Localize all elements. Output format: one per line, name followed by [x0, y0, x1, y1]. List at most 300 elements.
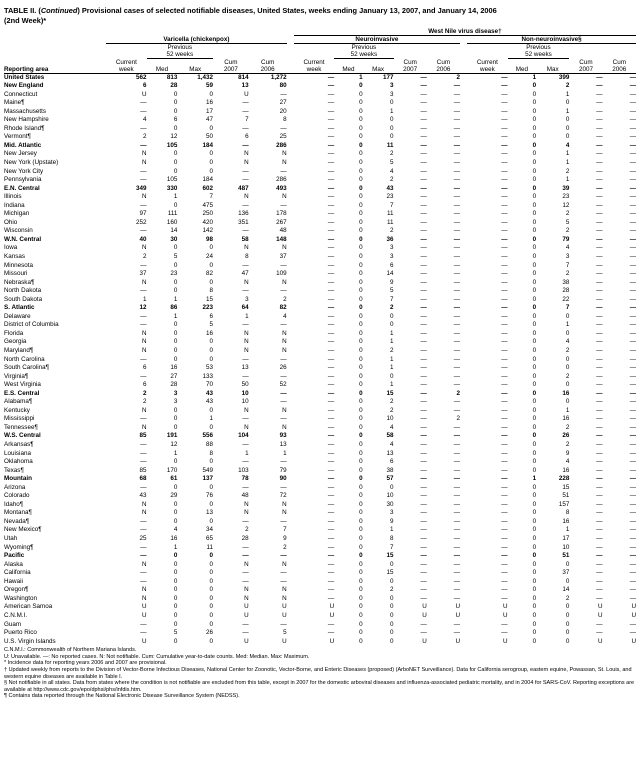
cell-value: — — [501, 517, 508, 525]
table-row — [4, 398, 636, 407]
cell-value: — — [501, 73, 508, 81]
cell-value: — — [596, 364, 603, 372]
cell-value: 80 — [279, 82, 287, 90]
cell-value: U — [422, 611, 427, 619]
header-med-varicella: Med — [147, 66, 178, 74]
cell-value: — — [453, 201, 461, 209]
cell-value: — — [420, 552, 427, 560]
table-row — [4, 133, 636, 142]
column-spacer — [460, 467, 467, 476]
cell-value: 0 — [390, 312, 394, 320]
column-spacer — [460, 475, 467, 484]
cell-value: 475 — [202, 201, 214, 209]
cell-value: — — [596, 150, 603, 158]
cell-value: 0 — [209, 552, 214, 560]
cell-value: — — [596, 389, 603, 397]
row-label: Connecticut — [4, 90, 38, 98]
cell-value: — — [501, 406, 508, 414]
cell-value: — — [596, 398, 603, 406]
cell-value: 10 — [241, 398, 249, 406]
cell-value: — — [420, 492, 427, 500]
cell-value: — — [140, 577, 147, 585]
cell-value: — — [596, 321, 603, 329]
column-spacer — [287, 509, 294, 518]
cell-value: — — [327, 338, 335, 346]
cell-value: — — [596, 184, 603, 192]
cell-value: 6 — [173, 116, 178, 124]
cell-value: — — [501, 201, 508, 209]
cell-value: — — [596, 458, 603, 466]
cell-value: 0 — [359, 389, 363, 397]
cell-value: 0 — [359, 526, 363, 534]
cell-value: U — [422, 603, 427, 611]
cell-value: 0 — [359, 347, 363, 354]
cell-value: 0 — [209, 569, 214, 577]
cell-value: N — [141, 338, 147, 346]
column-spacer — [287, 561, 294, 570]
column-spacer — [287, 595, 294, 604]
cell-value: — — [453, 594, 461, 602]
cell-value: N — [244, 193, 249, 201]
cell-value: 4 — [283, 312, 287, 320]
cell-value: 0 — [532, 509, 537, 517]
cell-value: — — [327, 372, 335, 380]
cell-value: — — [420, 252, 427, 260]
cell-value: 58 — [241, 235, 249, 243]
cell-value: 0 — [532, 483, 537, 491]
footnotes — [4, 647, 636, 700]
cell-value: 0 — [359, 586, 363, 594]
cell-value: 0 — [359, 338, 363, 346]
cell-value: 5 — [209, 321, 214, 329]
cell-value: — — [327, 492, 335, 500]
cell-value: 286 — [276, 176, 287, 184]
cell-value: 59 — [206, 82, 214, 90]
column-spacer — [460, 450, 467, 459]
cell-value: N — [244, 423, 249, 431]
cell-value: 3 — [565, 252, 570, 260]
cell-value: 330 — [166, 184, 178, 192]
table-row — [4, 338, 636, 347]
cell-value: U — [282, 637, 287, 645]
cell-value: — — [629, 415, 636, 423]
cell-value: N — [282, 338, 287, 346]
cell-value: — — [596, 252, 603, 260]
cell-value: 349 — [136, 184, 147, 192]
header-cum2007-varicella: 2007 — [213, 66, 249, 74]
cell-value: — — [629, 167, 636, 175]
cell-value: 0 — [173, 124, 178, 132]
table-row — [4, 356, 636, 365]
cell-value: 103 — [238, 466, 249, 474]
cell-value: 2 — [390, 227, 394, 235]
cell-value: 2 — [390, 347, 394, 354]
cell-value: — — [629, 381, 636, 389]
cell-value: — — [501, 569, 508, 577]
column-spacer — [287, 398, 294, 407]
cell-value: 16 — [562, 517, 570, 525]
cell-value: — — [453, 629, 461, 637]
column-spacer — [460, 492, 467, 501]
cell-value: 4 — [143, 116, 147, 124]
cell-value: — — [501, 261, 508, 269]
cell-value: — — [596, 287, 603, 295]
cell-value: — — [242, 201, 249, 209]
cell-value: — — [420, 509, 427, 517]
cell-value: — — [596, 560, 603, 568]
table-row — [4, 603, 636, 612]
column-spacer — [460, 621, 467, 630]
cell-value: 0 — [532, 381, 537, 389]
cell-value: 0 — [359, 201, 363, 209]
cell-value: — — [629, 629, 636, 637]
cell-value: 0 — [173, 287, 178, 295]
cell-value: — — [596, 227, 603, 235]
cell-value: 6 — [143, 381, 147, 389]
table-row — [4, 518, 636, 527]
table-row — [4, 373, 636, 382]
cell-value: — — [629, 329, 636, 337]
cell-value: — — [501, 218, 508, 226]
cell-value: — — [420, 287, 427, 295]
cell-value: — — [501, 458, 508, 466]
cell-value: — — [140, 415, 147, 423]
cell-value: 0 — [532, 552, 537, 560]
cell-value: 70 — [206, 381, 214, 389]
cell-value: — — [327, 441, 335, 449]
cell-value: U — [455, 611, 461, 619]
cell-value: — — [501, 577, 508, 585]
cell-value: — — [453, 90, 461, 98]
cell-value: 12 — [139, 304, 147, 312]
cell-value: 0 — [532, 133, 537, 141]
cell-value: — — [453, 509, 461, 517]
cell-value: 0 — [532, 449, 537, 457]
cell-value: — — [242, 124, 249, 132]
cell-value: 15 — [386, 569, 394, 577]
cell-value: N — [141, 150, 147, 158]
column-spacer — [287, 108, 294, 117]
cell-value: — — [242, 141, 249, 149]
cell-value: — — [242, 569, 249, 577]
cell-value: 78 — [241, 475, 249, 483]
cell-value: — — [327, 304, 335, 312]
cell-value: 61 — [170, 475, 178, 483]
cell-value: — — [242, 483, 249, 491]
column-spacer — [287, 321, 294, 330]
cell-value: N — [141, 423, 147, 431]
row-label: Indiana — [4, 201, 25, 209]
cell-value: 28 — [170, 381, 178, 389]
cell-value: — — [140, 449, 147, 457]
cell-value: U — [422, 637, 427, 645]
cell-value: — — [629, 295, 636, 303]
cell-value: 4 — [565, 141, 570, 149]
cell-value: — — [327, 381, 335, 389]
cell-value: 0 — [173, 278, 178, 286]
cell-value: — — [242, 287, 249, 295]
cell-value: 98 — [206, 235, 214, 243]
cell-value: 1 — [390, 355, 394, 363]
cell-value: — — [629, 133, 636, 141]
cell-value: — — [420, 116, 427, 124]
cell-value: 50 — [241, 381, 249, 389]
cell-value: — — [629, 423, 636, 431]
cell-value: — — [501, 509, 508, 517]
cell-value: — — [596, 355, 603, 363]
cell-value: 0 — [359, 552, 363, 560]
cell-value: — — [420, 210, 427, 218]
cell-value: — — [140, 227, 147, 235]
cell-value: 43 — [206, 389, 214, 397]
cell-value: 184 — [202, 141, 214, 149]
cell-value: 9 — [390, 278, 394, 286]
cell-value: 0 — [532, 312, 537, 320]
cell-value: 5 — [565, 218, 570, 226]
cell-value: — — [420, 364, 427, 372]
cell-value: — — [629, 406, 636, 414]
table-row — [4, 287, 636, 296]
column-spacer — [287, 116, 294, 125]
cell-value: — — [501, 629, 508, 637]
cell-value: — — [596, 415, 603, 423]
cell-value: 0 — [532, 338, 537, 346]
cell-value: 0 — [359, 611, 363, 619]
cell-value: — — [327, 364, 335, 372]
row-label: Delaware — [4, 312, 31, 320]
cell-value: — — [420, 270, 427, 278]
cell-value: 0 — [390, 577, 394, 585]
cell-value: — — [629, 278, 636, 286]
cell-value: 0 — [209, 483, 214, 491]
cell-value: 1 — [565, 107, 570, 115]
cell-value: 0 — [390, 620, 394, 628]
cell-value: 0 — [173, 338, 178, 346]
column-spacer — [287, 621, 294, 630]
cell-value: 0 — [359, 167, 363, 175]
column-spacer — [460, 304, 467, 313]
cell-value: 0 — [532, 150, 537, 158]
cell-value: — — [501, 475, 508, 483]
cell-value: 1 — [173, 449, 178, 457]
cell-value: 267 — [276, 218, 287, 226]
cell-value: — — [501, 287, 508, 295]
cell-value: N — [141, 244, 147, 252]
cell-value: 97 — [139, 210, 147, 218]
cell-value: 0 — [532, 629, 537, 637]
cell-value: 0 — [359, 227, 363, 235]
column-spacer — [287, 150, 294, 159]
cell-value: 0 — [209, 458, 214, 466]
cell-value: — — [501, 278, 508, 286]
cell-value: — — [327, 235, 335, 243]
column-spacer — [460, 629, 467, 638]
cell-value: 0 — [209, 423, 214, 431]
cell-value: 0 — [359, 321, 363, 329]
cell-value: 48 — [241, 492, 249, 500]
cell-value: — — [596, 423, 603, 431]
cell-value: 0 — [173, 500, 178, 508]
cell-value: 2 — [565, 210, 570, 218]
cell-value: — — [453, 107, 461, 115]
column-spacer — [460, 236, 467, 245]
cell-value: 1 — [565, 321, 570, 329]
cell-value: — — [596, 543, 603, 551]
cell-value: 1 — [565, 90, 570, 98]
cell-value: — — [140, 441, 147, 449]
cell-value: 43 — [139, 492, 147, 500]
cell-value: N — [244, 560, 249, 568]
cell-value: — — [242, 99, 249, 107]
table-row — [4, 390, 636, 399]
row-label: Colorado — [4, 492, 30, 500]
cell-value: 0 — [532, 543, 537, 551]
cell-value: 1 — [565, 176, 570, 184]
cell-value: — — [327, 176, 335, 184]
cell-value: — — [596, 235, 603, 243]
cell-value: 51 — [562, 492, 570, 500]
column-spacer — [287, 612, 294, 621]
cell-value: 12 — [170, 441, 178, 449]
cell-value: 0 — [359, 415, 363, 423]
cell-value: 1 — [143, 295, 147, 303]
cell-value: 0 — [359, 158, 363, 166]
cell-value: 602 — [202, 184, 214, 192]
cell-value: 0 — [532, 423, 537, 431]
cell-value: 0 — [359, 449, 363, 457]
column-spacer — [460, 73, 467, 82]
cell-value: 37 — [562, 569, 570, 577]
cell-value: N — [244, 338, 249, 346]
notifiable-diseases-table — [4, 28, 636, 646]
cell-value: 0 — [565, 637, 570, 645]
cell-value: N — [282, 500, 287, 508]
cell-value: — — [280, 458, 287, 466]
row-label: Arizona — [4, 483, 26, 491]
cell-value: — — [242, 321, 249, 329]
cell-value: 0 — [359, 107, 363, 115]
table-row — [4, 364, 636, 373]
cell-value: 38 — [562, 278, 570, 286]
cell-value: 0 — [565, 124, 570, 132]
cell-value: 26 — [562, 432, 570, 440]
row-label: Maine¶ — [4, 99, 25, 107]
cell-value: — — [420, 235, 427, 243]
cell-value: — — [242, 577, 249, 585]
cell-value: 0 — [359, 492, 363, 500]
cell-value: — — [242, 355, 249, 363]
table-row — [4, 91, 636, 100]
cell-value: 0 — [532, 569, 537, 577]
cell-value: 10 — [386, 492, 394, 500]
cell-value: — — [501, 99, 508, 107]
column-spacer — [287, 142, 294, 151]
column-spacer — [287, 373, 294, 382]
title-line2: (2nd Week)* — [4, 15, 47, 25]
cell-value: N — [141, 329, 147, 337]
cell-value: 1 — [173, 193, 178, 201]
row-label: S. Atlantic — [4, 304, 35, 312]
column-spacer — [287, 458, 294, 467]
cell-value: — — [596, 569, 603, 577]
table-row — [4, 116, 636, 125]
column-spacer — [460, 262, 467, 271]
cell-value: — — [420, 167, 427, 175]
cell-value: 11 — [386, 141, 394, 149]
cell-value: — — [242, 415, 249, 423]
cell-value: — — [629, 569, 636, 577]
row-label: New Jersey — [4, 150, 37, 158]
cell-value: 0 — [173, 99, 178, 107]
cell-value: — — [501, 124, 508, 132]
cell-value: 136 — [238, 210, 249, 218]
cell-value: 6 — [390, 458, 394, 466]
cell-value: 0 — [532, 526, 537, 534]
cell-value: 7 — [565, 304, 570, 312]
column-spacer — [460, 125, 467, 134]
cell-value: — — [629, 535, 636, 543]
cell-value: — — [140, 201, 147, 209]
table-row — [4, 638, 636, 647]
cell-value: — — [596, 73, 603, 81]
cell-value: 0 — [359, 304, 363, 312]
cell-value: 0 — [173, 150, 178, 158]
column-spacer — [460, 603, 467, 612]
row-label: Illinois — [4, 193, 22, 201]
cell-value: — — [596, 372, 603, 380]
column-spacer — [460, 578, 467, 587]
cell-value: 0 — [209, 577, 214, 585]
cell-value: 13 — [279, 441, 287, 449]
cell-value: 0 — [209, 637, 214, 645]
column-spacer — [287, 569, 294, 578]
table-row — [4, 262, 636, 271]
cell-value: — — [596, 381, 603, 389]
cell-value: — — [453, 406, 461, 414]
column-spacer — [460, 424, 467, 433]
cell-value: 0 — [173, 406, 178, 414]
cell-value: — — [453, 560, 461, 568]
column-spacer — [287, 518, 294, 527]
cell-value: — — [453, 492, 461, 500]
cell-value: N — [282, 278, 287, 286]
cell-value: — — [327, 552, 335, 560]
cell-value: — — [629, 244, 636, 252]
row-label: New York City — [4, 167, 44, 175]
cell-value: 1 — [390, 107, 394, 115]
cell-value: — — [420, 73, 427, 81]
cell-value: 0 — [565, 329, 570, 337]
cell-value: 0 — [209, 261, 214, 269]
cell-value: 0 — [209, 167, 214, 175]
cell-value: — — [327, 287, 335, 295]
cell-value: — — [501, 270, 508, 278]
cell-value: 0 — [359, 517, 363, 525]
cell-value: 0 — [173, 611, 178, 619]
cell-value: 2 — [565, 347, 570, 354]
cell-value: U — [455, 637, 461, 645]
cell-value: 7 — [390, 543, 394, 551]
cell-value: N — [282, 158, 287, 166]
cell-value: — — [140, 107, 147, 115]
header-previous-nonneuro: Previous — [526, 44, 551, 51]
column-spacer — [460, 526, 467, 535]
row-label: E.S. Central — [4, 389, 40, 397]
cell-value: 0 — [532, 620, 537, 628]
cell-value: 0 — [209, 560, 214, 568]
cell-value: — — [420, 577, 427, 585]
cell-value: 26 — [279, 364, 287, 372]
